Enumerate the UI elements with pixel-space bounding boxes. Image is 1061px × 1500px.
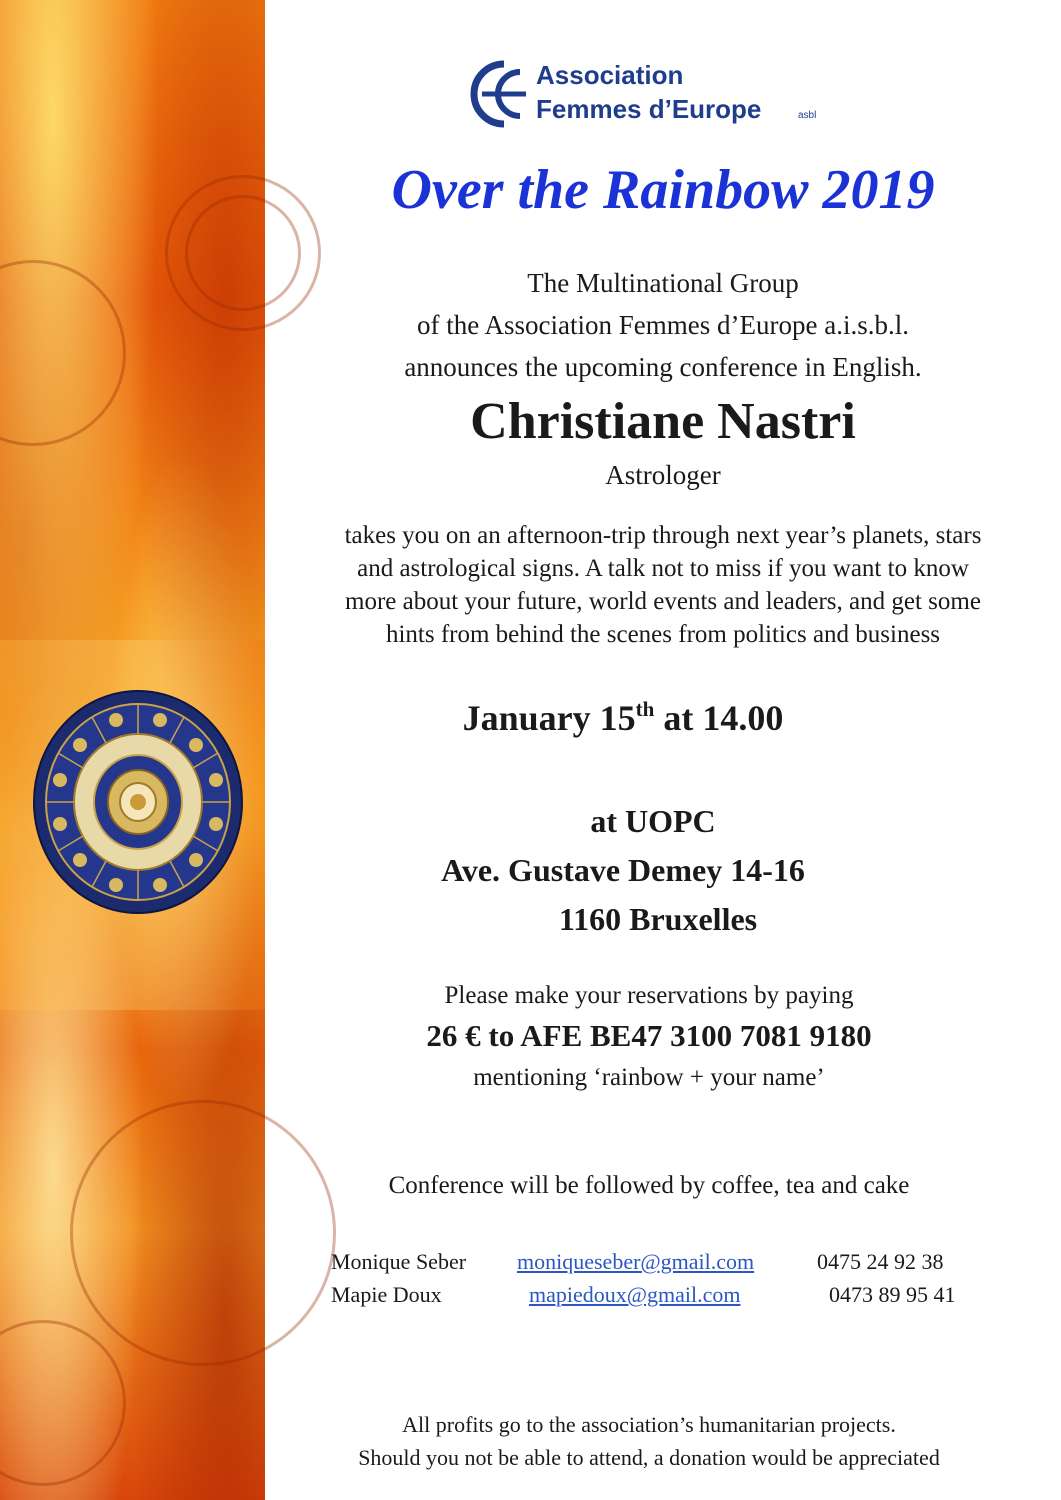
intro-line: The Multinational Group: [527, 268, 799, 298]
followup-note: Conference will be followed by coffee, tea and cake: [388, 1172, 910, 1199]
footer-note: [251, 1408, 1047, 1474]
venue-line: 1160 Bruxelles: [558, 901, 758, 937]
contact-list: [331, 1245, 956, 1311]
sun-dial-ornament: [0, 1320, 126, 1486]
footer-line: Should you not be able to attend, a donation would be appreciated: [358, 1445, 940, 1470]
astro-circle-ornament: [0, 260, 126, 446]
intro-line: of the Association Femmes d’Europe a.i.s.b.l.: [417, 310, 909, 340]
logo-text-line1: Association: [536, 60, 684, 90]
footer-line: All profits go to the association’s humanitarian projects.: [402, 1412, 896, 1437]
logo-text-line2: Femmes d’Europe: [536, 94, 762, 124]
description-line: takes you on an afternoon-trip through next year’s planets, stars: [344, 522, 982, 549]
description-line: and astrological signs. A talk not to miss if you want to know: [357, 555, 969, 582]
association-logo: [470, 56, 850, 136]
decorative-side-band: [0, 0, 265, 1500]
contact-email-link[interactable]: moniqueseber@gmail.com: [517, 1249, 755, 1274]
intro-line: announces the upcoming conference in English.: [404, 352, 922, 382]
event-date: [225, 697, 1021, 739]
contact-phone: 0473 89 95 41: [829, 1282, 956, 1307]
reservation-mention: mentioning ‘rainbow + your name’: [473, 1064, 825, 1091]
date-time: at 14.00: [654, 698, 784, 738]
astro-circle-ornament: [70, 1100, 336, 1366]
speaker-role: Astrologer: [605, 460, 721, 490]
contact-name: Mapie Doux: [331, 1282, 442, 1307]
contact-row: [331, 1245, 956, 1278]
contact-row: [331, 1278, 956, 1311]
speaker-name: Christiane Nastri: [470, 393, 856, 450]
venue-line: at UOPC: [590, 803, 716, 839]
event-description: [265, 519, 1061, 651]
intro-text: [265, 262, 1061, 388]
description-line: hints from behind the scenes from politics and business: [385, 621, 941, 648]
logo-suffix: asbl: [798, 110, 817, 121]
description-line: more about your future, world events and leaders, and get some: [345, 588, 981, 615]
contact-phone: 0475 24 92 38: [817, 1249, 944, 1274]
event-title: Over the Rainbow 2019: [391, 159, 935, 221]
contact-email-link[interactable]: mapiedoux@gmail.com: [529, 1282, 741, 1307]
date-main: January 15: [462, 698, 636, 738]
afe-logo-icon: [470, 58, 530, 130]
venue-line: Ave. Gustave Demey 14-16: [441, 852, 805, 888]
contact-name: Monique Seber: [331, 1249, 467, 1274]
reservation-instruction: Please make your reservations by paying: [444, 982, 854, 1009]
reservation-payment: 26 € to AFE BE47 3100 7081 9180: [426, 1018, 872, 1053]
date-ordinal: th: [635, 697, 655, 721]
event-venue: [255, 797, 1051, 944]
